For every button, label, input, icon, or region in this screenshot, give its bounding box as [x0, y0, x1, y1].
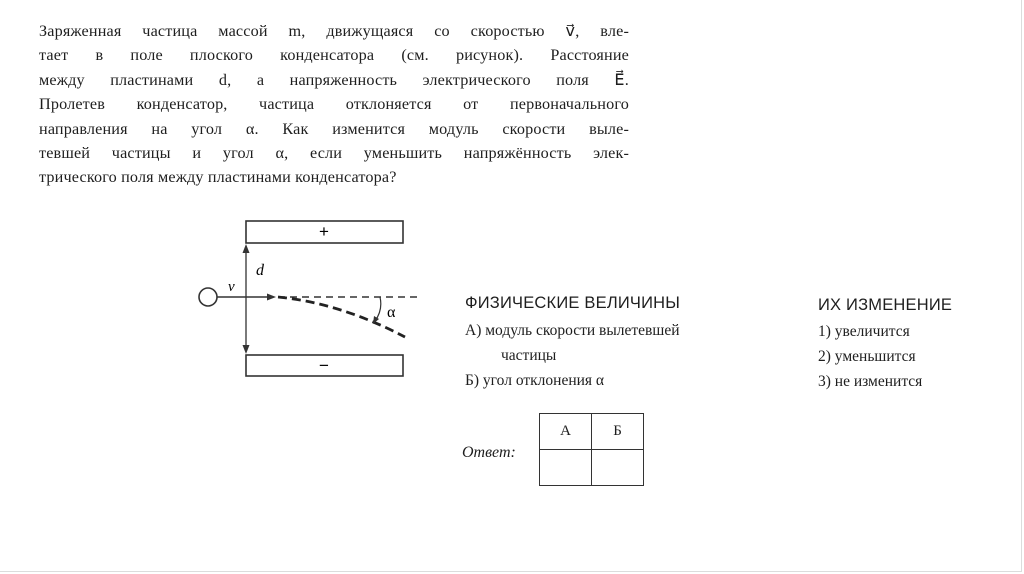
answer-header-b: Б: [592, 414, 644, 450]
problem-line: трического поля между пластинами конденсатора?: [39, 168, 397, 187]
problem-line: направления на угол α. Как изменится модуль скорости выле-: [39, 119, 629, 138]
top-plate-sign: +: [319, 222, 329, 241]
problem-line: Заряженная частица массой m, движущаяся со скоростью v⃗, вле-: [39, 22, 629, 40]
angle-label: α: [387, 304, 396, 321]
quantity-b: Б) угол отклонения α: [465, 372, 605, 389]
velocity-label: v⃗: [228, 279, 247, 295]
problem-line: тает в поле плоского конденсатора (см. рисунок). Расстояние: [39, 46, 629, 65]
problem-text: [39, 19, 629, 190]
velocity-arrow-head: [267, 294, 276, 301]
change-option-1: 1) увеличится: [818, 323, 910, 340]
quantity-a-line1: А) модуль скорости вылетевшей: [465, 322, 680, 339]
distance-label: d: [256, 262, 264, 279]
answer-label: Ответ:: [462, 444, 516, 461]
answer-cell-b[interactable]: [592, 450, 644, 486]
answer-cell-a[interactable]: [540, 450, 592, 486]
distance-arrow-head-bottom: [243, 345, 250, 354]
change-option-3: 3) не изменится: [818, 373, 923, 390]
distance-arrow-head-top: [243, 244, 250, 253]
capacitor-diagram: [190, 215, 430, 380]
answer-table: [539, 413, 644, 486]
problem-line: Пролетев конденсатор, частица отклоняется от первоначального: [39, 95, 629, 114]
deflected-trajectory: [278, 297, 405, 337]
change-option-2: 2) уменьшится: [818, 348, 916, 365]
problem-line: между пластинами d, а напряженность электрического поля E⃗.: [39, 70, 629, 89]
bottom-plate-sign: −: [319, 356, 329, 375]
physical-quantities-heading: ФИЗИЧЕСКИЕ ВЕЛИЧИНЫ: [465, 294, 681, 312]
answer-header-a: А: [540, 414, 592, 450]
problem-line: тевшей частицы и угол α, если уменьшить напряжённость элек-: [39, 144, 629, 163]
quantity-a-line2: частицы: [501, 347, 557, 364]
changes-heading: ИХ ИЗМЕНЕНИЕ: [818, 296, 953, 314]
particle: [199, 288, 217, 306]
